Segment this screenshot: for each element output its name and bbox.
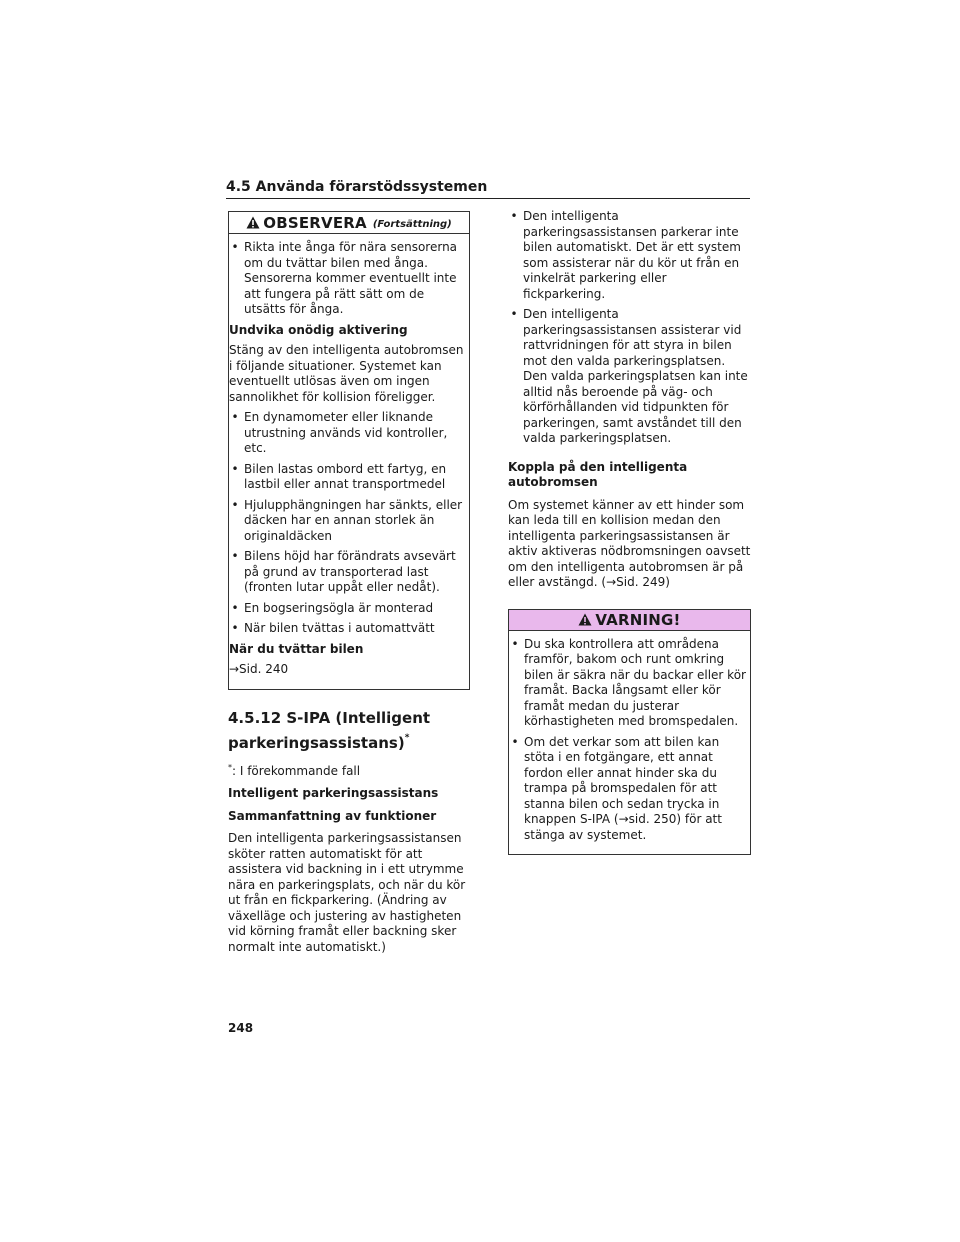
bullet-dot: • <box>510 307 518 321</box>
list-item <box>229 462 469 493</box>
list-item <box>509 735 750 844</box>
list-item <box>229 621 469 637</box>
left-column <box>228 211 470 955</box>
bullet-dot: • <box>231 621 239 635</box>
observera-box <box>228 211 470 690</box>
page-reference: →Sid. 240 <box>229 662 289 676</box>
bullet-dot: • <box>510 209 518 223</box>
list-item <box>508 307 751 447</box>
bullet-text: Bilen lastas ombord ett fartyg, en lastbil eller annat transportmedel <box>244 461 447 491</box>
observera-body <box>229 234 469 689</box>
footnote-mark: * <box>228 762 232 772</box>
bullet-dot: • <box>231 461 239 476</box>
paragraph: Om systemet känner av ett hinder som kan leda till en kollision medan den intelligenta parkeringsassistansen är aktiv aktiveras nödbromsningen oavsett om den intelligenta autobromsen är på eller avstängd. (→Sid. 249) <box>508 497 751 589</box>
bullet-dot: • <box>231 497 239 512</box>
observera-subtitle: (Fortsättning) <box>372 218 452 230</box>
observera-title-bar <box>229 212 469 234</box>
bullet-text: En bogseringsögla är monterad <box>244 600 434 615</box>
subheading: Koppla på den intelligenta autobromsen <box>508 459 688 489</box>
subheading: Intelligent parkeringsassistans <box>228 786 439 800</box>
footnote-text: : I förekommande fall <box>232 763 361 778</box>
subheading: Undvika onödig aktivering <box>229 322 408 337</box>
warning-body <box>509 631 750 855</box>
bullet-text: Du ska kontrollera att områdena framför, bakom och runt omkring bilen är säkra när du backar eller kör framåt. Backa långsamt eller kör framåt medan du justerar körhastigheten med bromspedalen. <box>524 636 746 728</box>
paragraph: Stäng av den intelligenta autobromsen i följande situationer. Systemet kan eventuellt utlösas även om ingen sannolikhet för kollision föreligger. <box>229 343 464 404</box>
bullet-text: Hjulupphängningen har sänkts, eller däcken har en annan storlek än originaldäcken <box>244 497 463 543</box>
section-title-star: * <box>404 732 410 743</box>
bullet-dot: • <box>231 410 239 424</box>
section-header: 4.5 Använda förarstödssystemen <box>226 179 750 199</box>
bullet-dot: • <box>231 549 239 563</box>
bullet-dot: • <box>231 600 239 615</box>
section-title <box>228 708 470 753</box>
bullet-text: Den intelligenta parkeringsassistansen parkerar inte bilen automatiskt. Det är ett system som assisterar när du kör ut från en vinkelrät parkering eller fickparkering. <box>523 209 741 301</box>
paragraph: Den intelligenta parkeringsassistansen sköter ratten automatiskt för att assistera vid backning in i ett utrymme nära en parkeringsplats, och när du kör ut från en fickparkering. (Ändring av växelläge och justering av hastigheten vid körning framåt eller backning sker normalt inte automatiskt.) <box>228 831 466 954</box>
observera-title: OBSERVERA <box>263 213 367 232</box>
warning-title: VARNING! <box>595 610 681 629</box>
warning-box <box>508 609 751 856</box>
bullet-text: Den intelligenta parkeringsassistansen assisterar vid rattvridningen för att styra in bilen mot den valda parkeringsplatsen. Den valda parkeringsplatsen kan inte alltid nås beroende på väg- och körförhållanden vid tidpunkten för parkeringen, samt avståndet till den valda parkeringsplatsen. <box>523 307 748 445</box>
list-item <box>508 209 751 302</box>
right-body <box>508 209 751 458</box>
bullet-text: Bilens höjd har förändrats avsevärt på grund av transporterad last (fronten lutar uppåt eller nedåt). <box>244 549 456 594</box>
bullet-dot: • <box>231 240 239 254</box>
list-item <box>229 549 469 596</box>
bullet-text: Om det verkar som att bilen kan stöta i en fotgängare, ett annat fordon eller annat hinder ska du trampa på bromspedalen för att stanna bilen och sedan trycka in knappen S-IPA (→sid. 250) för att stänga av systemet. <box>524 734 722 842</box>
subheading: Sammanfattning av funktioner <box>228 808 437 823</box>
bullet-text: När bilen tvättas i automattvätt <box>244 621 435 635</box>
subheading: När du tvättar bilen <box>229 641 364 656</box>
page-number: 248 <box>228 1021 254 1035</box>
footnote <box>228 760 470 780</box>
list-item <box>229 498 469 545</box>
warning-title-bar <box>509 610 750 631</box>
list-item <box>229 601 469 617</box>
list-item <box>229 240 469 318</box>
section-title-text: 4.5.12 S-IPA (Intelligent parkeringsassistans) <box>228 708 431 752</box>
bullet-text: En dynamometer eller liknande utrustning används vid kontroller, etc. <box>244 410 448 455</box>
list-item <box>509 637 750 730</box>
right-column <box>508 209 751 855</box>
bullet-dot: • <box>511 636 519 651</box>
warning-triangle-icon <box>578 613 592 626</box>
warning-triangle-icon <box>246 216 260 229</box>
bullet-text: Rikta inte ånga för nära sensorerna om du tvättar bilen med ånga. Sensorerna kommer eventuellt inte att fungera på rätt sätt om de utsätts för ånga. <box>244 240 458 316</box>
list-item <box>229 410 469 457</box>
bullet-dot: • <box>511 734 519 749</box>
